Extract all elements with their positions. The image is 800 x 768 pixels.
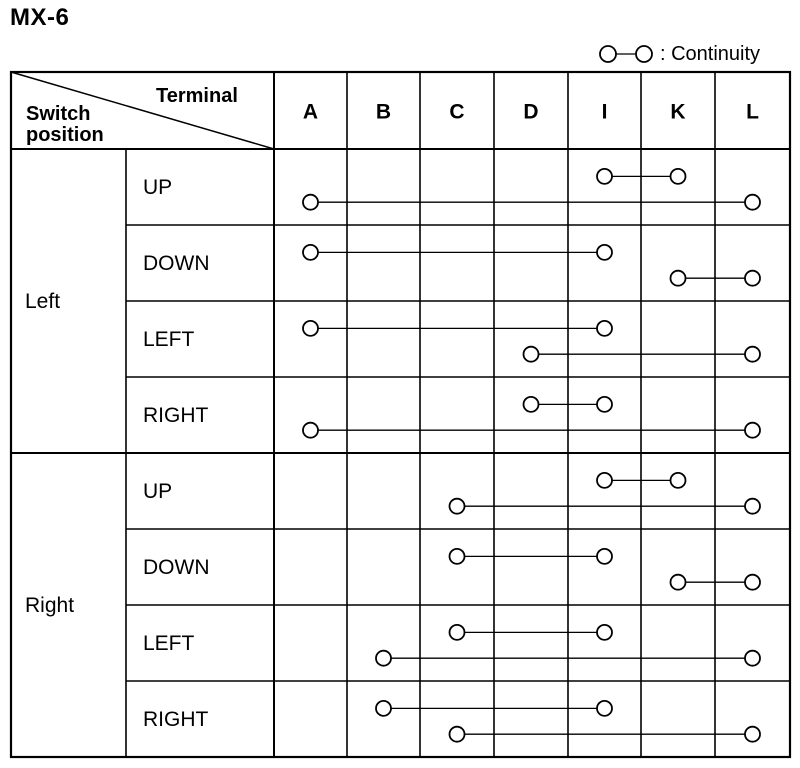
terminal-node-l [745,271,760,286]
terminal-node-i [597,321,612,336]
continuity-link-a-l [303,195,760,210]
continuity-link-c-l [450,727,761,742]
switch-header-label-line1: Switch [26,103,91,125]
group-label: Left [25,290,61,313]
terminal-node-a [303,423,318,438]
continuity-link-c-l [450,499,761,514]
terminal-node-k [671,473,686,488]
continuity-link-c-i [450,549,613,564]
terminal-node-c [450,499,465,514]
terminal-node-c [450,727,465,742]
terminal-node-d [524,347,539,362]
switch-position-label: RIGHT [143,404,209,427]
terminal-node-i [597,473,612,488]
terminal-node-a [303,195,318,210]
terminal-node-c [450,625,465,640]
terminal-node-a [303,245,318,260]
terminal-header-k: K [670,100,686,124]
terminal-header-b: B [375,100,392,124]
switch-position-label: LEFT [143,328,195,351]
terminal-node-i [597,701,612,716]
terminal-node-l [745,347,760,362]
terminal-node-l [745,499,760,514]
terminal-header-d: D [523,100,539,124]
terminal-node-l [745,195,760,210]
continuity-link-a-l [303,423,760,438]
continuity-link-a-i [303,321,612,336]
terminal-header-c: C [449,100,465,124]
continuity-link-c-i [450,625,613,640]
continuity-link-a-i [303,245,612,260]
terminal-node-c [450,549,465,564]
terminal-node-l [745,651,760,666]
terminal-node-i [597,169,612,184]
terminal-node-k [671,271,686,286]
group-label: Right [25,594,75,617]
terminal-header-label: Terminal [156,85,238,107]
terminal-node-b [376,701,391,716]
terminal-node-d [524,397,539,412]
diagram-title: MX-6 [10,4,70,31]
terminal-node-l [745,575,760,590]
switch-header-label-line2: position [26,124,104,146]
continuity-links [303,169,760,742]
terminal-header-a: A [302,100,319,124]
terminal-node-k [671,169,686,184]
terminal-node-l [745,423,760,438]
table-header [26,85,759,146]
terminal-node-i [597,549,612,564]
terminal-header-i: I [601,100,608,124]
legend-label: : Continuity [660,42,761,65]
terminal-node-a [303,321,318,336]
terminal-header-l: L [746,100,759,124]
switch-position-label: DOWN [143,252,210,275]
terminal-node-i [597,245,612,260]
terminal-node-i [597,625,612,640]
terminal-node-l [745,727,760,742]
terminal-node-k [671,575,686,590]
terminal-node-i [597,397,612,412]
switch-position-label: LEFT [143,632,195,655]
switch-position-label: DOWN [143,556,210,579]
terminal-node-b [376,651,391,666]
switch-position-label: UP [143,480,173,503]
switch-position-label: RIGHT [143,708,209,731]
switch-position-label: UP [143,176,173,199]
